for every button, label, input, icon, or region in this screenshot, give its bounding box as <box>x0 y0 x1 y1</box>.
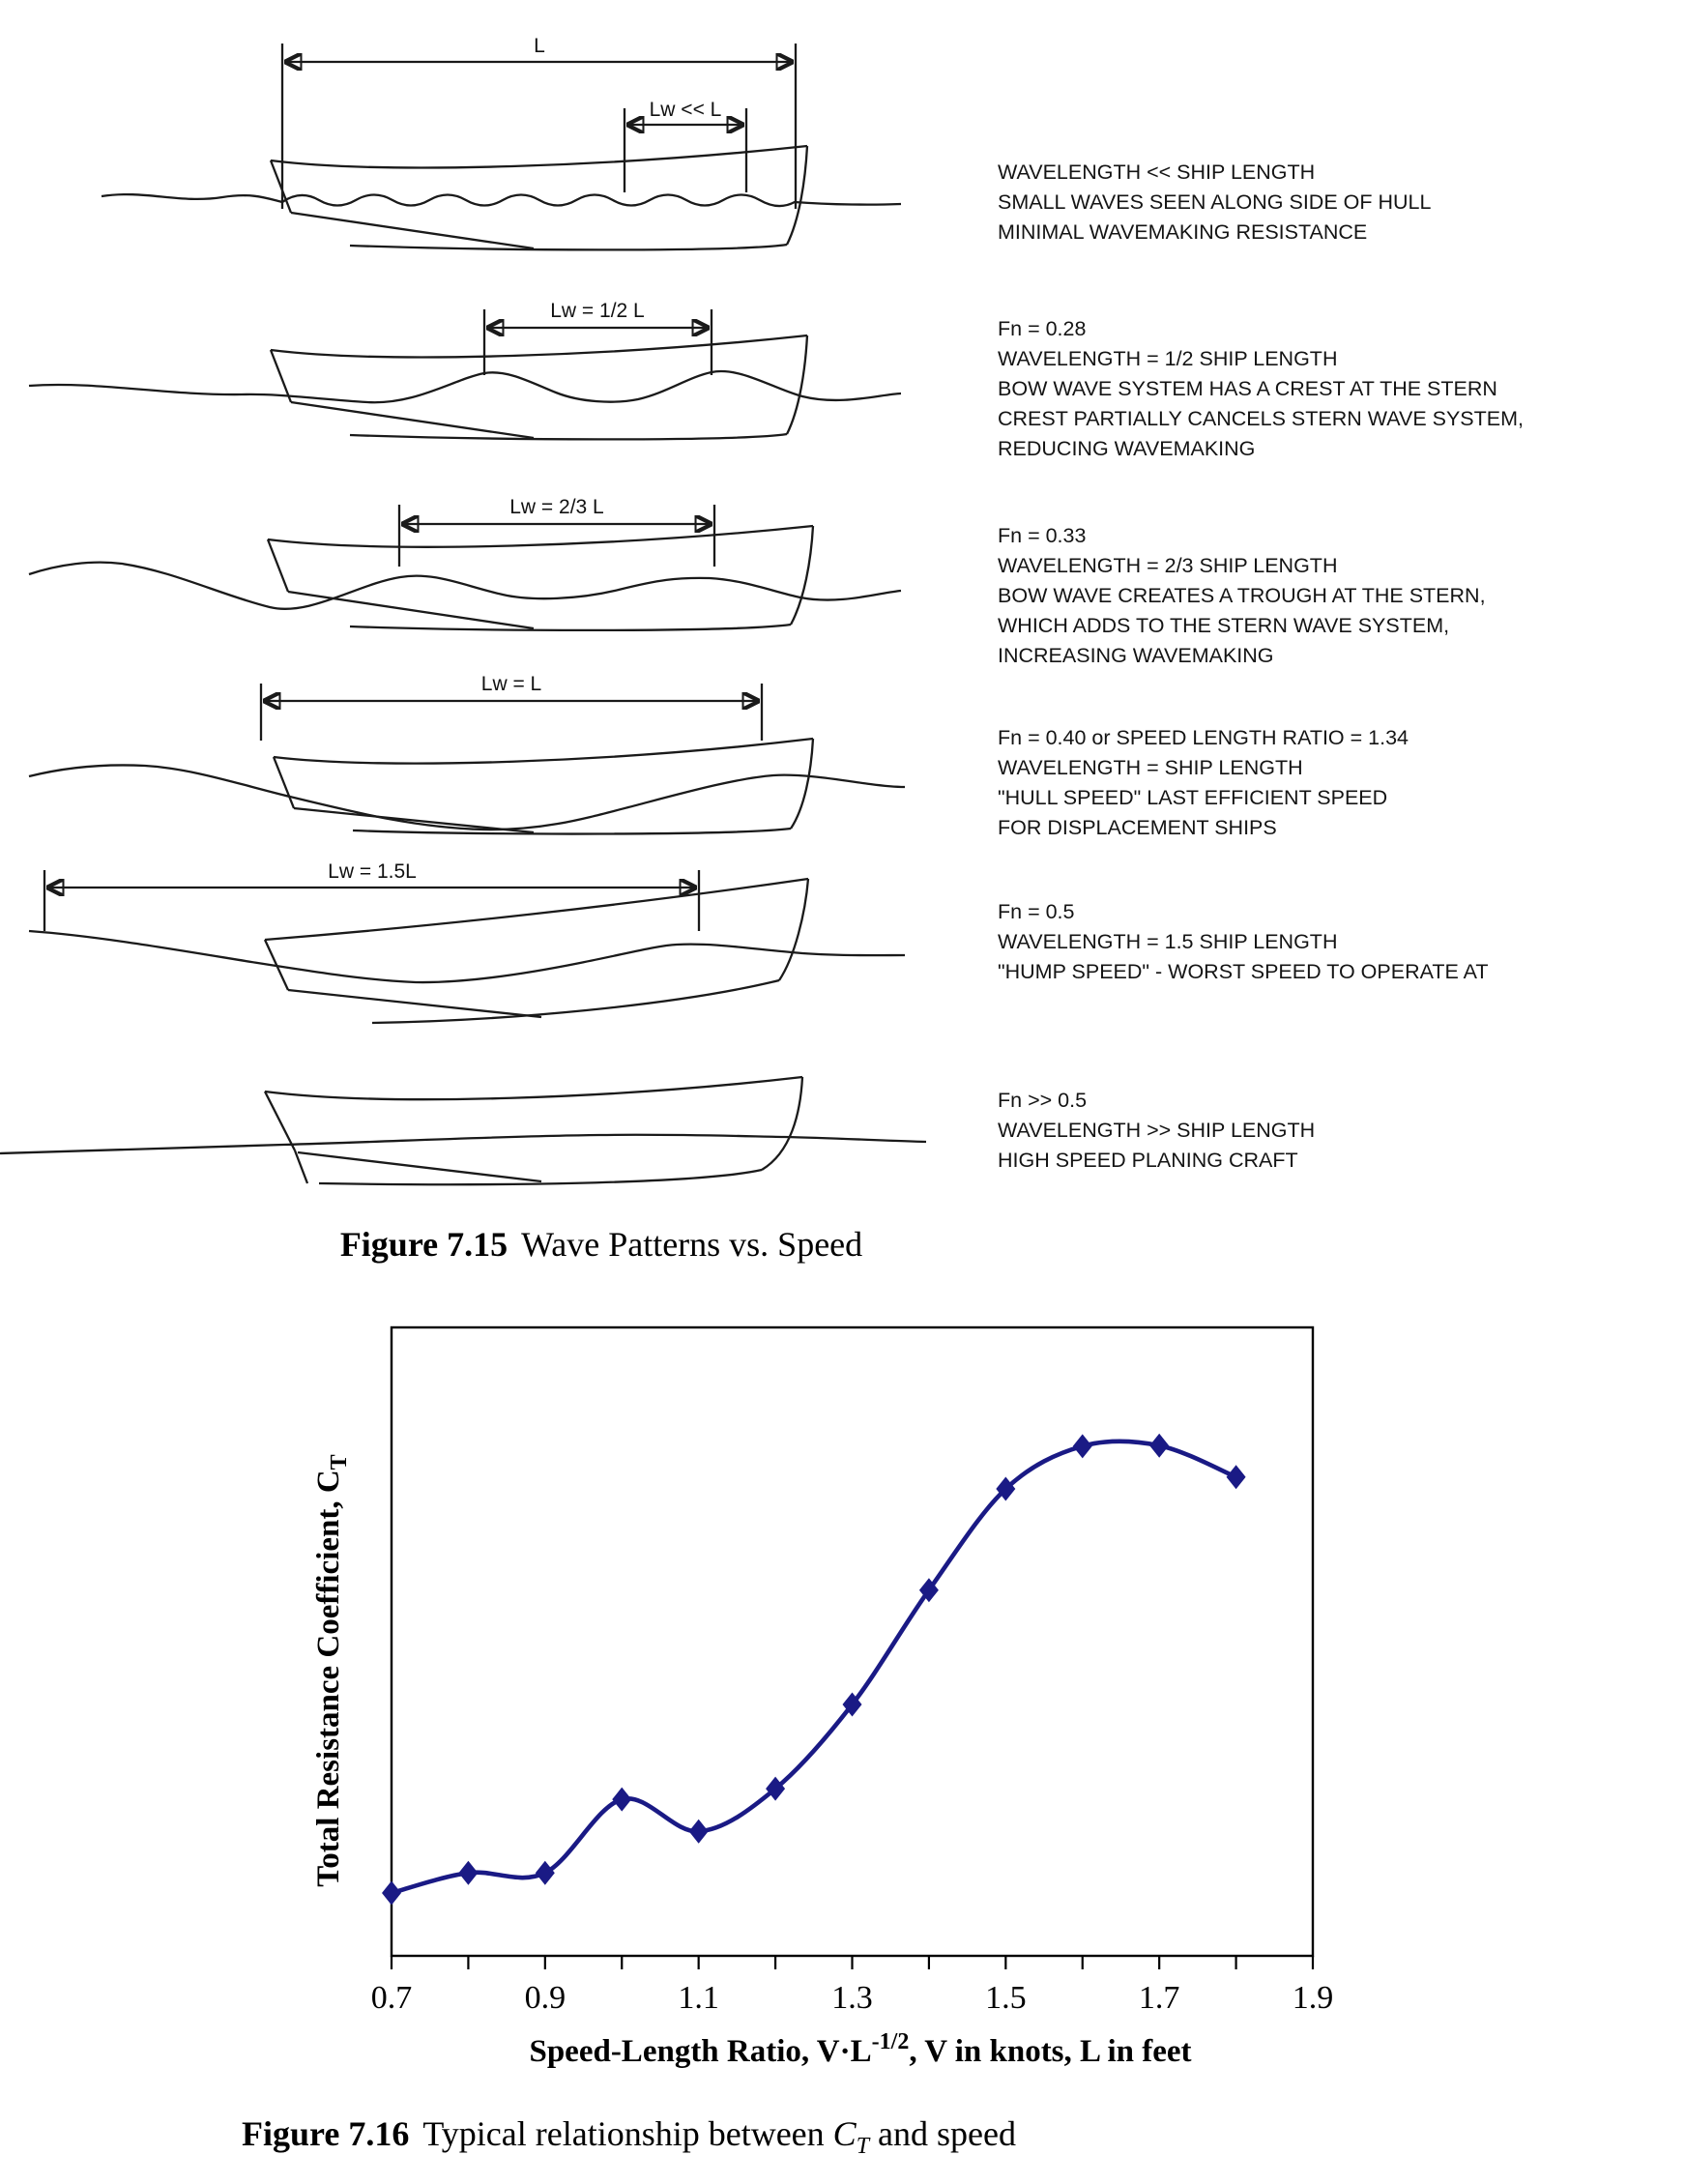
data-point-marker <box>612 1788 631 1812</box>
hull-stem <box>787 146 807 245</box>
svg-text:1.3: 1.3 <box>831 1980 873 2016</box>
dim-label-Lw-row2: Lw = 1/2 L <box>550 300 645 322</box>
hull-deck-line <box>271 146 807 167</box>
x-axis-tick-labels <box>371 1980 1334 2016</box>
annotation-line: CREST PARTIALLY CANCELS STERN WAVE SYSTEM, <box>998 407 1525 430</box>
annotation-line: FOR DISPLACEMENT SHIPS <box>998 816 1277 839</box>
caption-text: Wave Patterns vs. Speed <box>521 1225 863 1264</box>
dim-label-Lw-row3: Lw = 2/3 L <box>509 496 604 518</box>
hull-skeg <box>291 213 534 248</box>
annotation-line: WAVELENGTH = SHIP LENGTH <box>998 756 1303 779</box>
annotation-line: WAVELENGTH << SHIP LENGTH <box>998 160 1316 184</box>
svg-text:0.9: 0.9 <box>524 1980 567 2016</box>
figure-7-15-caption <box>273 1224 930 1265</box>
annotation-line: REDUCING WAVEMAKING <box>998 437 1256 460</box>
annotation-block-3 <box>998 521 1665 671</box>
annotation-line: INCREASING WAVEMAKING <box>998 644 1274 667</box>
svg-text:0.7: 0.7 <box>370 1980 413 2016</box>
caption-label: Figure 7.16 <box>242 2114 410 2153</box>
dim-label-L: L <box>534 35 545 57</box>
y-axis-label: Total Resistance Coefficient, $C_T$ <box>311 1454 352 1887</box>
x-axis-ticks <box>392 1956 1313 1969</box>
annotation-line: Fn = 0.5 <box>998 900 1075 923</box>
x-axis-label: Speed-Length Ratio, $V\cdot L^{-1/2}$, V in knots, L in feet <box>529 2029 1192 2069</box>
annotation-line: WAVELENGTH = 2/3 SHIP LENGTH <box>998 554 1338 577</box>
annotation-line: HIGH SPEED PLANING CRAFT <box>998 1149 1298 1172</box>
annotation-block-4 <box>998 723 1665 843</box>
annotation-line: Fn = 0.33 <box>998 524 1087 547</box>
data-point-marker <box>689 1820 709 1844</box>
wave-line <box>102 194 901 206</box>
hull-diagram-row-4 <box>29 673 905 834</box>
svg-text:1.7: 1.7 <box>1138 1980 1180 2016</box>
data-point-marker <box>458 1861 478 1885</box>
hull-diagram-row-2 <box>29 300 901 439</box>
data-point-marker <box>1227 1465 1246 1489</box>
ct-symbol: C <box>832 2114 857 2153</box>
dim-label-Lw-row1: Lw << L <box>649 99 722 121</box>
svg-text:1.5: 1.5 <box>985 1980 1027 2016</box>
hull-diagram-row-5 <box>29 860 905 1023</box>
caption-text-end: and speed <box>869 2114 1016 2153</box>
annotation-line: WHICH ADDS TO THE STERN WAVE SYSTEM, <box>998 614 1450 637</box>
figure-7-16-caption <box>242 2113 1016 2160</box>
wave-line <box>29 563 901 609</box>
annotation-line: Fn = 0.40 or SPEED LENGTH RATIO = 1.34 <box>998 726 1409 749</box>
annotation-line: BOW WAVE SYSTEM HAS A CREST AT THE STERN <box>998 377 1497 400</box>
annotation-block-2 <box>998 314 1665 464</box>
annotation-block-6 <box>998 1086 1665 1176</box>
annotation-block-5 <box>998 897 1665 987</box>
caption-label: Figure 7.15 <box>339 1225 508 1264</box>
data-point-markers <box>382 1434 1246 1906</box>
annotation-line: WAVELENGTH >> SHIP LENGTH <box>998 1119 1316 1142</box>
data-point-marker <box>1073 1434 1092 1458</box>
resistance-chart <box>290 1315 1395 2088</box>
annotation-line: WAVELENGTH = 1/2 SHIP LENGTH <box>998 347 1338 370</box>
svg-text:1.9: 1.9 <box>1292 1980 1334 2016</box>
ct-curve <box>392 1441 1236 1893</box>
annotation-line: MINIMAL WAVEMAKING RESISTANCE <box>998 220 1368 244</box>
wave-line <box>29 371 901 402</box>
data-point-marker <box>382 1881 401 1906</box>
annotation-line: SMALL WAVES SEEN ALONG SIDE OF HULL <box>998 190 1432 214</box>
annotation-line: "HULL SPEED" LAST EFFICIENT SPEED <box>998 786 1388 809</box>
hull-transom <box>271 160 291 213</box>
caption-text: Typical relationship between <box>422 2114 833 2153</box>
annotation-line: BOW WAVE CREATES A TROUGH AT THE STERN, <box>998 584 1486 607</box>
svg-text:1.1: 1.1 <box>678 1980 719 2016</box>
annotation-line: WAVELENGTH = 1.5 SHIP LENGTH <box>998 930 1338 953</box>
dim-label-Lw-row5: Lw = 1.5L <box>328 860 417 883</box>
hull-diagram-row-6 <box>0 1077 926 1184</box>
hull-diagram-row-1 <box>102 35 901 249</box>
annotation-block-1 <box>998 158 1665 248</box>
annotation-line: Fn = 0.28 <box>998 317 1087 340</box>
wave-patterns-diagram <box>0 0 928 1218</box>
hull-diagram-row-3 <box>29 496 901 630</box>
dim-label-Lw-row4: Lw = L <box>480 673 542 695</box>
annotation-line: "HUMP SPEED" - WORST SPEED TO OPERATE AT <box>998 960 1489 983</box>
wave-line <box>29 931 905 982</box>
hull-keel <box>350 245 787 249</box>
annotation-line: Fn >> 0.5 <box>998 1089 1088 1112</box>
wave-line <box>29 765 905 830</box>
plot-area-border <box>392 1327 1313 1956</box>
data-point-marker <box>536 1861 555 1885</box>
data-point-marker <box>1149 1434 1169 1458</box>
ct-subscript: T <box>856 2134 870 2160</box>
